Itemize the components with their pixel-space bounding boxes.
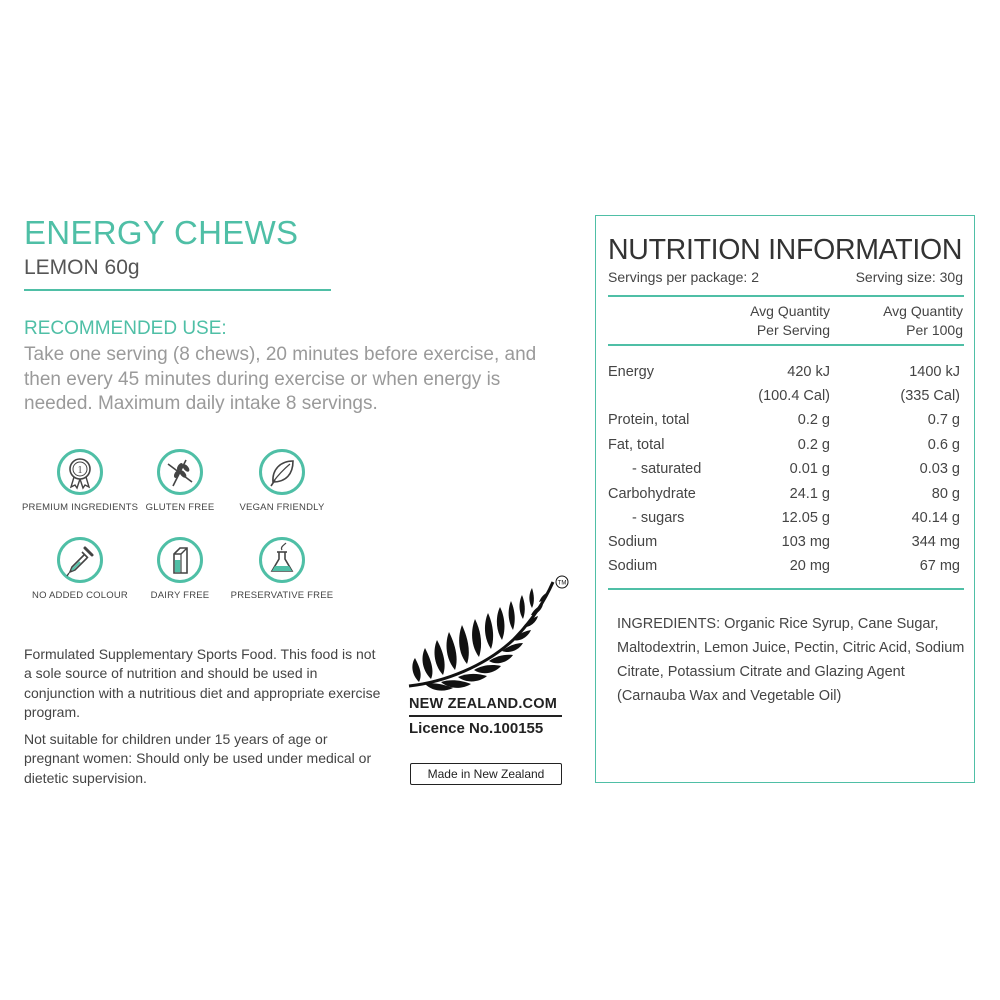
per-100g-value: 344 mg [911, 534, 960, 550]
made-in-badge: Made in New Zealand [410, 763, 562, 785]
per-100g-value: 1400 kJ [909, 364, 960, 380]
icon-label: PRESERVATIVE FREE [230, 590, 334, 601]
nutrition-row [608, 510, 964, 534]
product-subtitle: LEMON 60g [24, 256, 140, 279]
nz-divider [409, 715, 562, 717]
per-serving-value: 24.1 g [789, 486, 830, 502]
licence-number: Licence No.100155 [409, 720, 544, 737]
product-title: ENERGY CHEWS [24, 214, 299, 251]
nutrition-row [608, 461, 964, 485]
premium-ingredients-badge [22, 449, 138, 513]
per-100g-value: 0.03 g [919, 461, 960, 477]
milk-carton-icon [160, 540, 200, 580]
recommended-use-heading: RECOMMENDED USE: [24, 318, 227, 339]
vegan-friendly-badge [224, 449, 340, 513]
nutrient-label: Carbohydrate [608, 486, 696, 502]
per-100g-value: 0.6 g [927, 437, 960, 453]
per-serving-value: 12.05 g [781, 510, 830, 526]
nutrition-row [608, 388, 964, 412]
flask-icon [262, 540, 302, 580]
per-100g-value: 40.14 g [911, 510, 960, 526]
silver-fern-logo [405, 574, 570, 694]
nutrition-row [608, 486, 964, 510]
per-100g-value: 67 mg [919, 558, 960, 574]
icon-label: NO ADDED COLOUR [32, 590, 128, 601]
wheat-crossed-icon [160, 452, 200, 492]
nutrient-label: Sodium [608, 558, 658, 574]
trademark-symbol: TM [557, 580, 567, 587]
nutrient-label: - saturated [632, 461, 702, 477]
servings-per-package: Servings per package: 2 [608, 269, 759, 285]
serving-size: Serving size: 30g [855, 269, 963, 285]
ingredients-text: INGREDIENTS: Organic Rice Syrup, Cane Sugar, Maltodextrin, Lemon Juice, Pectin, Citric Acid, Sodium Citrate, Potassium Citrate and Glazing Agent (Carnauba Wax and Vegetable Oil) [617, 616, 965, 704]
header-divider [608, 295, 964, 297]
per-serving-value: 0.2 g [797, 437, 830, 453]
nutrition-row [608, 534, 964, 558]
nutrient-label: Energy [608, 364, 654, 380]
leaf-icon [262, 452, 302, 492]
column-header-divider [608, 344, 964, 346]
icon-label: VEGAN FRIENDLY [239, 502, 325, 513]
per-serving-value: 420 kJ [787, 364, 830, 380]
per-100g-value: (335 Cal) [900, 388, 960, 404]
per-serving-header: Avg Quantity Per Serving [750, 303, 830, 338]
preservative-free-badge [224, 537, 340, 601]
recommended-use-text: Take one serving (8 chews), 20 minutes before exercise, and then every 45 minutes during exercise or when energy is needed. Maximum daily intake 8 servings. [24, 344, 537, 414]
nutrient-label: Fat, total [608, 437, 665, 453]
title-divider [24, 289, 331, 291]
nutrient-label: Sodium [608, 534, 658, 550]
per-serving-value: 0.01 g [789, 461, 830, 477]
nutrient-label: Protein, total [608, 412, 690, 428]
per-serving-value: (100.4 Cal) [758, 388, 830, 404]
dropper-icon [60, 540, 100, 580]
table-bottom-divider [608, 588, 964, 590]
nutrition-row [608, 364, 964, 388]
nutrition-title: NUTRITION INFORMATION [608, 234, 963, 266]
dairy-free-badge [122, 537, 238, 601]
sports-food-disclaimer: Formulated Supplementary Sports Food. This food is not a sole source of nutrition and should be used in conjunction with a nutritious diet and appropriate exercise program. [24, 646, 381, 721]
per-100g-header: Avg Quantity Per 100g [883, 303, 963, 338]
nutrition-row [608, 437, 964, 461]
per-100g-value: 0.7 g [927, 412, 960, 428]
nutrition-row [608, 412, 964, 436]
per-100g-value: 80 g [931, 486, 960, 502]
gluten-free-badge [122, 449, 238, 513]
no-added-colour-badge [22, 537, 138, 601]
suitability-warning: Not suitable for children under 15 years of age or pregnant women: Should only be used under medical or dietetic supervision. [24, 731, 372, 786]
svg-text:1: 1 [77, 465, 83, 476]
nutrient-label: - sugars [632, 510, 685, 526]
icon-label: GLUTEN FREE [145, 502, 215, 513]
icon-label: PREMIUM INGREDIENTS [22, 502, 139, 513]
per-serving-value: 20 mg [789, 558, 830, 574]
nz-website: NEW ZEALAND.COM [409, 696, 557, 712]
nutrition-row [608, 558, 964, 582]
per-serving-value: 0.2 g [797, 412, 830, 428]
icon-label: DAIRY FREE [150, 590, 210, 601]
award-ribbon-icon [60, 452, 100, 492]
per-serving-value: 103 mg [781, 534, 830, 550]
